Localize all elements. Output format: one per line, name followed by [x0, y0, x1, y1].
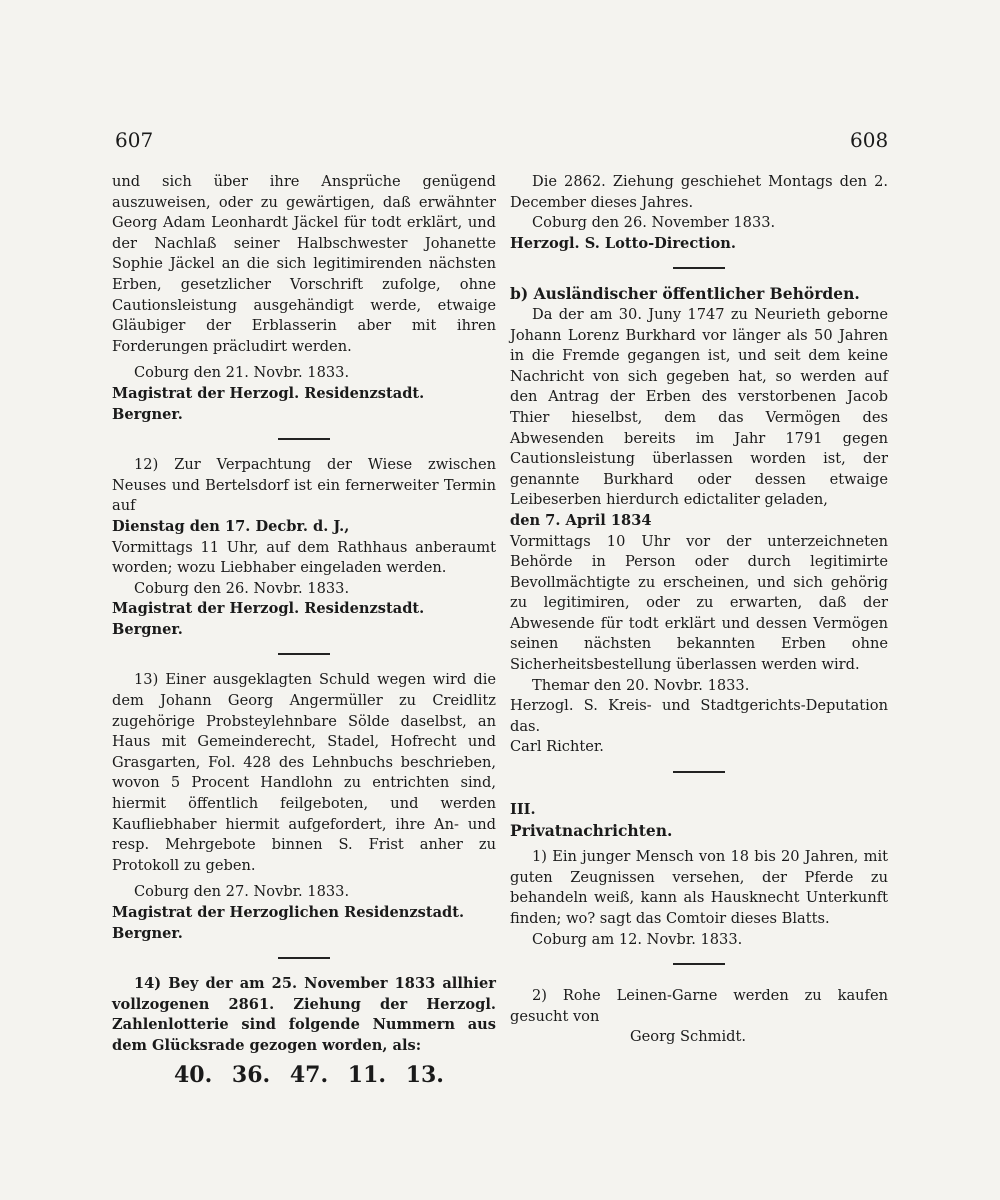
lottery-next-drawing: Die 2862. Ziehung geschiehet Montags den 2. December dieses Jahres.	[510, 173, 888, 211]
lottery-number: 11.	[347, 1061, 387, 1088]
divider	[278, 653, 330, 655]
section-iii-numeral: III.	[510, 801, 536, 819]
signature-authority: Herzogl. S. Lotto-Direction.	[510, 234, 736, 252]
item-12-text-continued: Vormittags 11 Uhr, auf dem Rathhaus anberaumt worden; wozu Liebhaber eingeladen werden.	[112, 538, 496, 577]
date-line: Themar den 20. Novbr. 1833.	[532, 676, 750, 694]
item-12-text: 12) Zur Verpachtung der Wiese zwischen Neuses und Bertelsdorf ist ein fernerweiter Termin auf	[112, 456, 496, 515]
left-column	[112, 172, 496, 1088]
divider	[673, 771, 725, 773]
date-line: Coburg den 26. Novbr. 1833.	[134, 579, 350, 597]
divider	[278, 957, 330, 959]
lottery-number: 36.	[231, 1061, 271, 1088]
lottery-numbers	[174, 1061, 444, 1088]
section-b-date: den 7. April 1834	[510, 511, 652, 529]
signature-authority: Magistrat der Herzogl. Residenzstadt.	[112, 600, 425, 618]
signature-name: Bergner.	[112, 405, 183, 423]
signature-authority: Herzogl. S. Kreis- und Stadtgerichts-Deputation das.	[510, 697, 888, 735]
lottery-number: 47.	[289, 1061, 329, 1088]
signature-authority: Magistrat der Herzogl. Residenzstadt.	[112, 384, 425, 402]
section-b-heading: b) Ausländischer öffentlicher Behörden.	[510, 284, 860, 304]
right-column	[510, 172, 888, 1048]
private-item-1: 1) Ein junger Mensch von 18 bis 20 Jahren, mit guten Zeugnissen versehen, der Pferde zu behandeln weiß, kann als Hausknecht Unterkunft finden; wo? sagt das Comtoir dieses Blatts.	[510, 848, 888, 927]
section-iii-title: Privatnachrichten.	[510, 820, 673, 840]
item-12-date: Dienstag den 17. Decbr. d. J.,	[112, 517, 350, 535]
signature-name: Carl Richter.	[510, 738, 604, 756]
private-item-2-name: Georg Schmidt.	[630, 1028, 746, 1046]
page-number-left: 607	[115, 128, 154, 152]
date-line: Coburg am 12. Novbr. 1833.	[532, 930, 743, 948]
signature-name: Bergner.	[112, 924, 183, 942]
divider	[673, 963, 725, 965]
item-13-text: 13) Einer ausgeklagten Schuld wegen wird die dem Johann Georg Angermüller zu Creidlitz zugehörige Probsteylehnbare Sölde daselbst, an Haus mit Gemeinderecht, Stadel, Hofrecht und Grasgarten, Fol. 428 des Lehnbuchs beschrieben, wovon 5 Procent Handlohn zu entrichten sind, hiermit öffentlich feilgeboten, und werden Kaufliebhaber hiermit aufgefordert, ihre An- und resp. Mehrgebote binnen S. Frist anher zu Protokoll zu geben.	[112, 671, 496, 874]
page-number-right: 608	[850, 128, 889, 152]
lottery-number: 40.	[174, 1061, 213, 1088]
date-line: Coburg den 21. Novbr. 1833.	[134, 364, 350, 382]
continued-paragraph: und sich über ihre Ansprüche genügend auszuweisen, oder zu gewärtigen, daß erwähnter Georg Adam Leonhardt Jäckel für todt erklärt, und der Nachlaß seiner Halbschwester Johanette Sophie Jäckel an die sich legitimirenden nächsten Erben, gesetzlicher Vorschrift zufolge, ohne Cautionsleistung ausgehändigt werde, etwaige Gläubiger der Erblasserin aber mit ihren Forderungen präcludirt werden.	[112, 173, 496, 355]
divider	[278, 438, 330, 440]
signature-authority: Magistrat der Herzoglichen Residenzstadt.	[112, 904, 465, 921]
item-14-text: 14) Bey der am 25. November 1833 allhier vollzogenen 2861. Ziehung der Herzogl. Zahlenlotterie sind folgende Nummern aus dem Glücksrade gezogen worden, als:	[112, 975, 496, 1054]
divider	[673, 267, 725, 269]
date-line: Coburg den 26. November 1833.	[532, 214, 776, 232]
private-item-2: 2) Rohe Leinen-Garne werden zu kaufen gesucht von	[510, 987, 888, 1025]
lottery-number: 13.	[405, 1061, 444, 1088]
date-line: Coburg den 27. Novbr. 1833.	[134, 883, 350, 901]
section-b-text: Da der am 30. Juny 1747 zu Neurieth geborne Johann Lorenz Burkhard vor länger als 50 Jahren in die Fremde gegangen ist, und seit dem keine Nachricht von sich gegeben hat, so werden auf den Antrag der Erben des verstorbenen Jacob Thier hieselbst, dem das Vermögen des Abwesenden bereits im Jahr 1791 gegen Cautionsleistung überlassen worden ist, der genannte Burkhard oder dessen etwaige Leibeserben hierdurch edictaliter geladen,	[510, 305, 888, 509]
signature-name: Bergner.	[112, 620, 183, 638]
section-b-text-continued: Vormittags 10 Uhr vor der unterzeichneten Behörde in Person oder durch legitimirte Bevollmächtigte zu erscheinen, und sich gehörig zu legitimiren, oder zu erwarten, daß der Abwesende für todt erklärt und dessen Vermögen seinen nächsten bekannten Erben ohne Sicherheitsbestellung überlassen werden wird.	[510, 532, 888, 674]
